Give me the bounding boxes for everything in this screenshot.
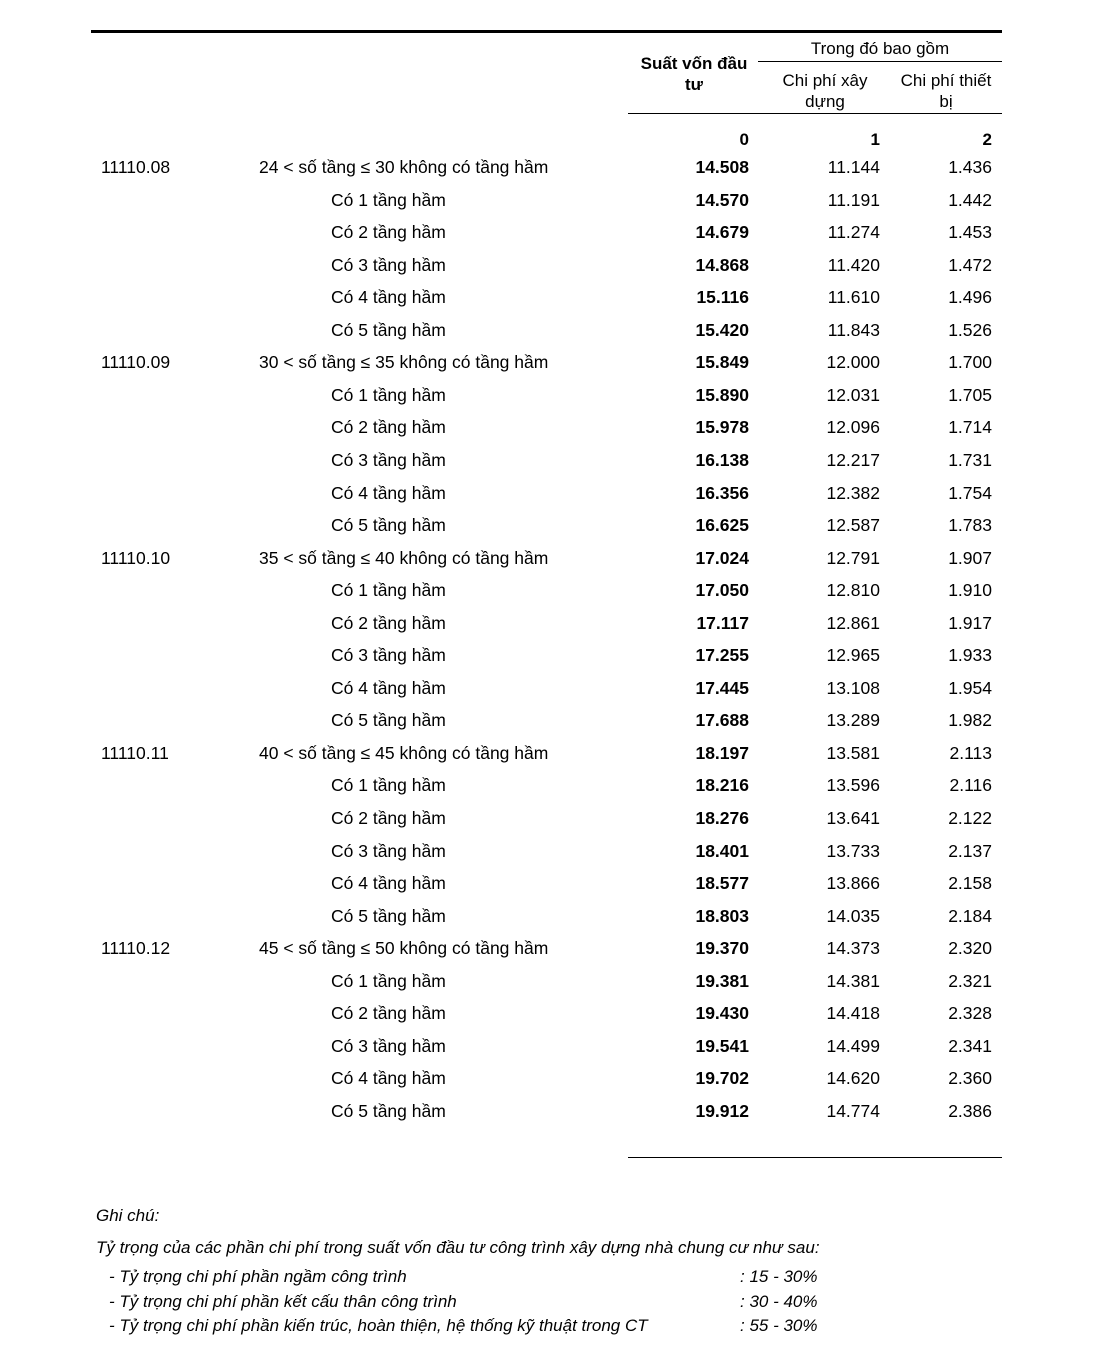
row-equipment-cost: 2.113	[949, 742, 992, 763]
row-description: Có 2 tầng hầm	[331, 1003, 446, 1024]
row-description: Có 4 tầng hầm	[331, 677, 446, 698]
row-description: Có 4 tầng hầm	[331, 482, 446, 503]
table-row	[0, 937, 1094, 969]
table-row	[0, 416, 1094, 448]
row-investment-rate: 18.577	[695, 873, 749, 894]
row-description: Có 5 tầng hầm	[331, 1100, 446, 1121]
row-equipment-cost: 2.341	[948, 1035, 992, 1056]
row-equipment-cost: 1.714	[948, 417, 992, 438]
row-construction-cost: 12.587	[826, 515, 880, 536]
row-equipment-cost: 1.783	[948, 515, 992, 536]
row-construction-cost: 12.861	[826, 612, 880, 633]
row-description: Có 5 tầng hầm	[331, 905, 446, 926]
row-description: Có 5 tầng hầm	[331, 710, 446, 731]
row-investment-rate: 19.912	[695, 1100, 749, 1121]
table-row	[0, 384, 1094, 416]
row-equipment-cost: 1.907	[948, 547, 992, 568]
table-row	[0, 319, 1094, 351]
row-investment-rate: 18.216	[695, 775, 749, 796]
row-investment-rate: 14.570	[695, 189, 749, 210]
row-investment-rate: 15.849	[695, 352, 749, 373]
row-investment-rate: 16.356	[695, 482, 749, 503]
row-description: 24 < số tầng ≤ 30 không có tầng hầm	[259, 157, 549, 177]
row-equipment-cost: 1.754	[948, 482, 992, 503]
table-row	[0, 644, 1094, 676]
row-investment-rate: 17.688	[695, 710, 749, 731]
table-row	[0, 807, 1094, 839]
row-description: Có 3 tầng hầm	[331, 1035, 446, 1056]
row-description: Có 1 tầng hầm	[331, 970, 446, 991]
row-equipment-cost: 2.184	[948, 905, 992, 926]
row-equipment-cost: 1.526	[948, 319, 992, 340]
row-description: Có 2 tầng hầm	[331, 612, 446, 633]
column-index-0: 0	[739, 130, 749, 149]
row-investment-rate: 15.890	[695, 384, 749, 405]
header-group-rule	[758, 61, 1002, 62]
row-construction-cost: 14.620	[826, 1068, 880, 1089]
row-description: Có 4 tầng hầm	[331, 287, 446, 308]
row-description: Có 2 tầng hầm	[331, 222, 446, 243]
row-equipment-cost: 1.910	[948, 580, 992, 601]
table-row	[0, 1002, 1094, 1034]
row-construction-cost: 11.274	[827, 222, 880, 243]
row-equipment-cost: 1.442	[948, 189, 992, 210]
table-row	[0, 286, 1094, 318]
table-row	[0, 189, 1094, 221]
notes-intro: Tỷ trọng của các phần chi phí trong suất vốn đầu tư công trình xây dựng nhà chung cư như sau:	[96, 1238, 820, 1257]
row-construction-cost: 11.610	[827, 287, 880, 308]
row-investment-rate: 14.508	[695, 157, 749, 177]
table-row	[0, 1067, 1094, 1099]
row-description: 35 < số tầng ≤ 40 không có tầng hầm	[259, 547, 549, 568]
row-code: 11110.11	[101, 742, 169, 763]
row-construction-cost: 13.733	[826, 840, 880, 861]
table-row	[0, 351, 1094, 383]
header-construction-cost: Chi phí xây dựng	[782, 71, 868, 111]
column-index-1: 1	[870, 130, 880, 149]
row-construction-cost: 13.108	[826, 677, 880, 698]
row-description: Có 1 tầng hầm	[331, 580, 446, 601]
note-item-value: : 55 - 30%	[740, 1316, 818, 1335]
row-investment-rate: 14.868	[695, 254, 749, 275]
table-row	[0, 449, 1094, 481]
row-description: Có 1 tầng hầm	[331, 384, 446, 405]
row-equipment-cost: 1.453	[948, 222, 992, 243]
row-construction-cost: 13.289	[826, 710, 880, 731]
row-construction-cost: 12.217	[826, 449, 880, 470]
row-equipment-cost: 1.954	[948, 677, 992, 698]
row-equipment-cost: 1.436	[948, 157, 992, 177]
row-construction-cost: 12.096	[826, 417, 880, 438]
row-construction-cost: 14.418	[826, 1003, 880, 1024]
row-construction-cost: 13.581	[826, 742, 880, 763]
row-investment-rate: 18.197	[695, 742, 749, 763]
table-row	[0, 1035, 1094, 1067]
row-equipment-cost: 2.328	[948, 1003, 992, 1024]
row-equipment-cost: 2.137	[948, 840, 992, 861]
row-description: Có 2 tầng hầm	[331, 808, 446, 828]
row-construction-cost: 11.420	[827, 254, 880, 275]
row-equipment-cost: 1.933	[948, 645, 992, 666]
table-row	[0, 677, 1094, 709]
row-investment-rate: 19.381	[695, 970, 749, 991]
table-bottom-rule	[628, 1157, 1002, 1158]
row-investment-rate: 15.116	[696, 287, 749, 308]
row-equipment-cost: 1.917	[948, 612, 992, 633]
table-row	[0, 482, 1094, 514]
row-investment-rate: 17.024	[695, 547, 749, 568]
row-description: Có 4 tầng hầm	[331, 873, 446, 894]
notes-title: Ghi chú:	[96, 1206, 160, 1225]
row-investment-rate: 18.401	[695, 840, 749, 861]
row-equipment-cost: 1.700	[948, 352, 992, 373]
row-code: 11110.12	[101, 938, 171, 959]
row-investment-rate: 15.978	[695, 417, 749, 438]
row-description: Có 3 tầng hầm	[331, 645, 446, 666]
table-row	[0, 221, 1094, 253]
row-construction-cost: 12.031	[826, 384, 880, 405]
note-item-value: : 30 - 40%	[740, 1292, 818, 1311]
header-equipment-cost: Chi phí thiết bị	[900, 71, 992, 111]
row-investment-rate: 16.625	[695, 515, 749, 536]
row-description: Có 3 tầng hầm	[331, 449, 446, 470]
row-construction-cost: 13.596	[826, 775, 880, 796]
note-item-label: - Tỷ trọng chi phí phần kiến trúc, hoàn thiện, hệ thống kỹ thuật trong CT	[109, 1316, 648, 1335]
row-construction-cost: 12.000	[826, 352, 880, 373]
row-code: 11110.09	[101, 352, 171, 373]
row-investment-rate: 17.445	[695, 677, 749, 698]
table-top-rule	[91, 30, 1002, 33]
row-code: 11110.08	[101, 157, 171, 177]
note-item-value: : 15 - 30%	[740, 1267, 818, 1286]
row-construction-cost: 12.382	[826, 482, 880, 503]
row-investment-rate: 19.702	[695, 1068, 749, 1089]
table-row	[0, 1100, 1094, 1132]
row-construction-cost: 14.373	[826, 938, 880, 959]
row-description: Có 5 tầng hầm	[331, 319, 446, 340]
row-investment-rate: 18.803	[695, 905, 749, 926]
row-equipment-cost: 1.982	[948, 710, 992, 731]
table-row	[0, 514, 1094, 546]
row-construction-cost: 12.965	[826, 645, 880, 666]
row-investment-rate: 19.541	[695, 1035, 749, 1056]
column-index-2: 2	[982, 130, 992, 149]
table-row	[0, 254, 1094, 286]
row-investment-rate: 16.138	[695, 449, 749, 470]
row-equipment-cost: 1.472	[948, 254, 992, 275]
row-investment-rate: 17.117	[696, 612, 749, 633]
row-equipment-cost: 2.386	[948, 1100, 992, 1121]
row-description: Có 3 tầng hầm	[331, 840, 446, 861]
row-investment-rate: 17.255	[695, 645, 749, 666]
row-equipment-cost: 1.496	[948, 287, 992, 308]
row-investment-rate: 17.050	[695, 580, 749, 601]
row-construction-cost: 14.499	[826, 1035, 880, 1056]
row-construction-cost: 14.381	[826, 970, 880, 991]
row-construction-cost: 13.866	[826, 873, 880, 894]
row-equipment-cost: 1.731	[948, 449, 992, 470]
table-row	[0, 970, 1094, 1002]
row-equipment-cost: 2.122	[948, 808, 992, 828]
row-equipment-cost: 2.360	[948, 1068, 992, 1089]
row-description: 45 < số tầng ≤ 50 không có tầng hầm	[259, 938, 549, 959]
row-construction-cost: 13.641	[826, 808, 880, 828]
row-construction-cost: 11.843	[827, 319, 880, 340]
row-investment-rate: 14.679	[695, 222, 749, 243]
row-investment-rate: 19.430	[695, 1003, 749, 1024]
row-construction-cost: 12.810	[826, 580, 880, 601]
note-item-label: - Tỷ trọng chi phí phần kết cấu thân công trình	[109, 1292, 457, 1311]
row-description: Có 5 tầng hầm	[331, 515, 446, 536]
table-row	[0, 774, 1094, 806]
row-description: 40 < số tầng ≤ 45 không có tầng hầm	[259, 742, 549, 763]
table-row	[0, 579, 1094, 611]
row-description: 30 < số tầng ≤ 35 không có tầng hầm	[259, 352, 549, 373]
table-row	[0, 547, 1094, 579]
row-description: Có 4 tầng hầm	[331, 1068, 446, 1089]
table-row	[0, 840, 1094, 872]
row-description: Có 1 tầng hầm	[331, 775, 446, 796]
table-row	[0, 156, 1094, 188]
row-equipment-cost: 2.321	[948, 970, 992, 991]
table-row	[0, 709, 1094, 741]
row-equipment-cost: 1.705	[948, 384, 992, 405]
row-equipment-cost: 2.320	[948, 938, 992, 959]
row-construction-cost: 14.035	[826, 905, 880, 926]
header-group-title: Trong đó bao gồm	[810, 39, 950, 58]
table-row	[0, 905, 1094, 937]
table-row	[0, 872, 1094, 904]
table-row	[0, 612, 1094, 644]
header-investment-rate: Suất vốn đầu tư	[640, 54, 748, 94]
row-code: 11110.10	[101, 547, 171, 568]
header-bottom-rule	[628, 113, 1002, 114]
row-description: Có 2 tầng hầm	[331, 417, 446, 438]
row-equipment-cost: 2.158	[948, 873, 992, 894]
table-row	[0, 742, 1094, 774]
row-description: Có 1 tầng hầm	[331, 189, 446, 210]
row-investment-rate: 18.276	[695, 808, 749, 828]
row-construction-cost: 14.774	[826, 1100, 880, 1121]
row-construction-cost: 11.144	[827, 157, 880, 177]
row-construction-cost: 12.791	[826, 547, 880, 568]
note-item-label: - Tỷ trọng chi phí phần ngầm công trình	[109, 1267, 407, 1286]
row-investment-rate: 19.370	[695, 938, 749, 959]
row-construction-cost: 11.191	[827, 189, 880, 210]
row-equipment-cost: 2.116	[949, 775, 992, 796]
row-investment-rate: 15.420	[695, 319, 749, 340]
row-description: Có 3 tầng hầm	[331, 254, 446, 275]
